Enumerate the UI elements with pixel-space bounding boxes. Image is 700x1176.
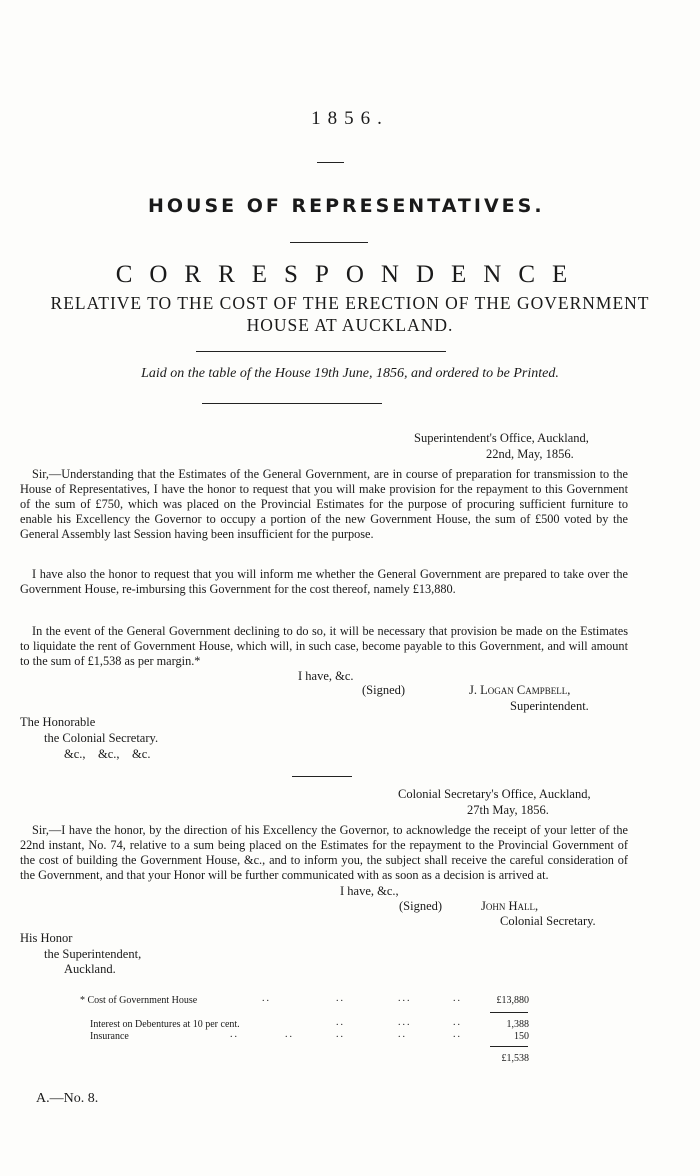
divider — [202, 403, 382, 404]
margin-note-row3-label: Insurance — [90, 1031, 129, 1042]
divider-short — [292, 776, 352, 777]
sum-rule — [490, 1012, 528, 1013]
margin-note-row2-amount: 1,388 — [506, 1019, 529, 1030]
divider — [290, 242, 368, 243]
divider — [196, 351, 446, 352]
letter2-signed: (Signed) — [399, 899, 443, 913]
house-heading: HOUSE OF REPRESENTATIVES. — [148, 195, 545, 217]
leader-dots: .. — [453, 993, 462, 1004]
letter1-addressee-line3: &c., &c., &c. — [64, 747, 151, 761]
document-reference: A.—No. 8. — [36, 1091, 99, 1106]
leader-dots: .. — [336, 993, 345, 1004]
letter1-date: 22nd, May, 1856. — [486, 447, 574, 461]
leader-dots: .. — [230, 1029, 239, 1040]
leader-dots: .. — [336, 1029, 345, 1040]
margin-note-row2-label: Interest on Debentures at 10 per cent. — [90, 1019, 240, 1030]
year-heading: 1856. — [311, 108, 389, 129]
leader-dots: .. — [453, 1029, 462, 1040]
letter1-addressee-line2: the Colonial Secretary. — [44, 731, 159, 745]
leader-dots: .. — [336, 1017, 345, 1028]
letter1-closing: I have, &c. — [298, 669, 354, 683]
letter2-addressee-line2: the Superintendent, — [44, 947, 142, 961]
document-subtitle-line2: HOUSE AT AUCKLAND. — [246, 315, 454, 335]
letter1-office: Superintendent's Office, Auckland, — [414, 431, 589, 445]
leader-dots: ... — [398, 993, 412, 1004]
margin-note-row1-amount: £13,880 — [496, 995, 529, 1006]
letter2-addressee-line1: His Honor — [20, 931, 73, 945]
letter1-paragraph-2: I have also the honor to request that you will inform me whether the General Government are prepared to take over the Government House, re-imbursing this Government for the cost thereof, namely £13,880. — [20, 567, 628, 596]
margin-note-row3-amount: 150 — [514, 1031, 529, 1042]
letter2-paragraph-1: Sir,—I have the honor, by the direction of his Excellency the Governor, to acknowledge the receipt of your letter of the 22nd instant, No. 74, relative to a sum being placed on the Estimates for the repayment to the Provincial Government of the cost of building the Government House, &c., and to inform you, the subject shall receive the careful consideration of the Government, and that your Honor will be further communicated with as soon as a decision is arrived at. — [20, 823, 628, 882]
letter2-closing: I have, &c., — [340, 884, 399, 898]
leader-dots: .. — [453, 1017, 462, 1028]
divider-short — [317, 162, 344, 163]
letter1-addressee-line1: The Honorable — [20, 715, 96, 729]
letter1-signer: J. Logan Campbell, — [469, 683, 571, 697]
document-subtitle-line1: RELATIVE TO THE COST OF THE ERECTION OF THE GOVERNMENT — [50, 293, 650, 313]
leader-dots: .. — [285, 1029, 294, 1040]
leader-dots: ... — [398, 1017, 412, 1028]
sum-rule — [490, 1046, 528, 1047]
margin-note-total: £1,538 — [501, 1053, 529, 1064]
letter1-signed: (Signed) — [362, 683, 406, 697]
letter2-addressee-line3: Auckland. — [64, 962, 116, 976]
letter1-paragraph-3: In the event of the General Government declining to do so, it will be necessary that provision be made on the Estimates to liquidate the rent of Government House, which will, in such case, become payable to this Government, and will amount to the sum of £1,538 as per margin.* — [20, 624, 628, 668]
letter2-signer-title: Colonial Secretary. — [500, 914, 596, 928]
leader-dots: .. — [398, 1029, 407, 1040]
letter2-office: Colonial Secretary's Office, Auckland, — [398, 787, 591, 801]
letter1-paragraph-1: Sir,—Understanding that the Estimates of the General Government, are in course of preparation for transmission to the House of Representatives, I have the honor to request that you will make provision for the repayment to this Government of the sum of £750, which was placed on the Provincial Estimates for the purpose of procuring sufficient furniture to enable his Excellency the Governor to occupy a portion of the new Government House, the sum of £500 voted by the General Assembly last Session having been insufficient for the purpose. — [20, 467, 628, 541]
letter1-signer-title: Superintendent. — [510, 699, 589, 713]
laid-note: Laid on the table of the House 19th June, 1856, and ordered to be Printed. — [141, 366, 559, 381]
leader-dots: .. — [262, 993, 271, 1004]
margin-note-row1-label: * Cost of Government House — [80, 995, 198, 1006]
document-title: CORRESPONDENCE — [115, 261, 585, 288]
letter2-date: 27th May, 1856. — [467, 803, 549, 817]
letter2-signer: John Hall, — [481, 899, 539, 913]
